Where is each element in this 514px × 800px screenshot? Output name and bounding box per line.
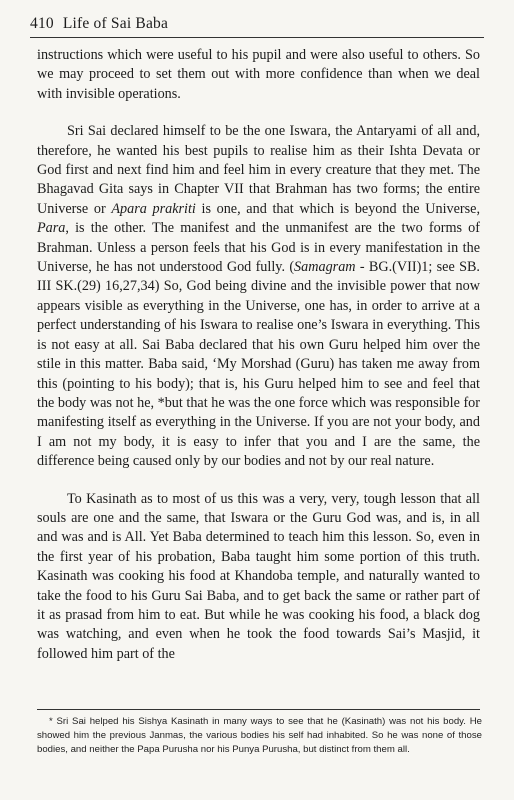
running-title: Life of Sai Baba <box>62 15 169 32</box>
footnote-divider <box>37 709 480 710</box>
body-text <box>37 46 480 664</box>
page-number: 410 <box>30 15 54 32</box>
italic-term: Samagram <box>294 259 356 276</box>
text-run: is one, and that which is beyond the Universe, <box>195 200 480 217</box>
italic-term: Para <box>37 220 66 237</box>
italic-term: Apara prakriti <box>111 200 196 217</box>
body-paragraph <box>37 490 480 665</box>
text-run: , is the other. The manifest and the unmanifest are the two forms of Brahman. Unless a person feels that his God is in every manifestation in the Universe, he has not understood God fully. ( <box>37 220 480 276</box>
footnote <box>37 715 482 757</box>
text-run: - BG.(VII)1; see SB. III SK.(29) 16,27,34) So, God being divine and the invisible power that now appears visible as everything in the Universe, one has, in order to arrive at a perfect understanding of his Iswara to realise one’s Iswara in everything. This is not easy at all. Sai Baba declared that his own Guru helped him over the stile in this matter. Baba said, ‘My Morshad (Guru) has taken me away from this (pointing to his body); that is, his Guru helped him to see and feel that the body was not he, *but that he was the one force which was responsible for manifesting itself as everything in the Universe. If you are not your body, and I am not my body, it is easy to infer that you and I are the same, the difference being caused only by our bodies and not by our real nature. <box>37 259 480 470</box>
page-header <box>30 15 484 38</box>
body-paragraph <box>37 46 480 104</box>
text-run: Sri Sai declared himself to be the one Iswara, the Antaryami of all and, therefore, he wanted his best pupils to realise him as their Ishta Devata or God first and next find him and feel him in every creature that they met. The Bhagavad Gita says in Chapter VII that Brahman has two forms; the entire Universe or <box>37 123 480 217</box>
footnote-text: * Sri Sai helped his Sishya Kasinath in many ways to see that he (Kasinath) was not his body. He showed him the previous Janmas, the various bodies his self had inhabited. So he was none of those bodies, and neither the Papa Purusha nor his Punya Purusha, but distinct from them all. <box>37 716 482 755</box>
body-paragraph <box>37 122 480 471</box>
text-run: To Kasinath as to most of us this was a very, very, tough lesson that all souls are one and the same, that Iswara or the Guru God was, and is, in all and was and is All. Yet Baba determined to teach him this lesson. So, even in the first year of his probation, Baba taught him some portion of this truth. Kasinath was cooking his food at Khandoba temple, and naturally wanted to take the food to his Guru Sai Baba, and to get back the same or rather part of it as prasad from him to eat. But while he was cooking his food, a black dog was watching, and even when he took the food towards Sai’s Masjid, it followed him part of the <box>37 490 480 662</box>
text-run: instructions which were useful to his pupil and were also useful to others. So we may proceed to set them out with more confidence than when we deal with invisible operations. <box>37 47 480 102</box>
